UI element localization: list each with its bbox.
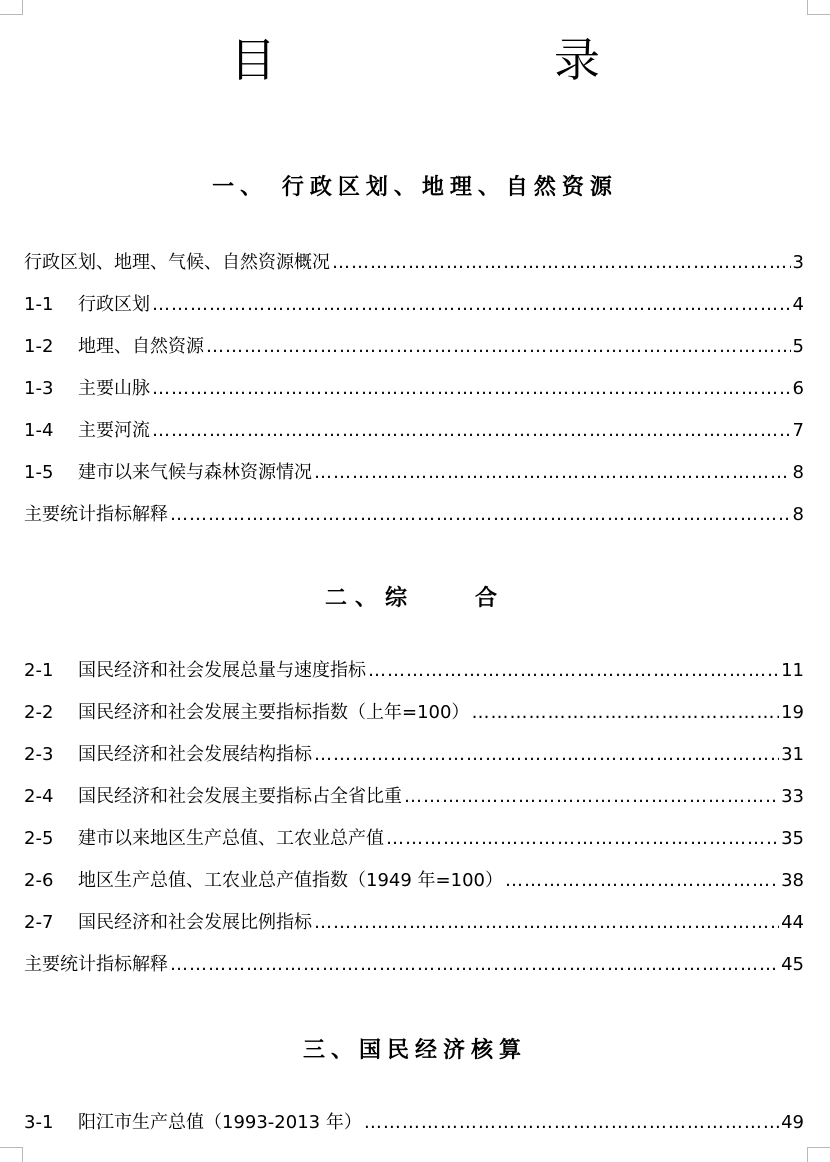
toc-entry[interactable] [24,910,804,952]
toc-entry-number: 3-1 [24,1112,54,1133]
crop-mark-top-right [807,0,830,15]
toc-entry-page: 3 [792,252,804,273]
toc-entry[interactable] [24,826,804,868]
toc-entry-page: 19 [781,702,804,723]
toc-leader-dots [505,868,779,894]
toc-entry-page: 35 [781,828,804,849]
toc-entry-label: 建市以来地区生产总值、工农业总产值 [78,828,384,849]
toc-leader-dots [364,1110,779,1136]
toc-entry-label: 地区生产总值、工农业总产值指数（1949 年=100） [78,870,503,891]
toc-leader-dots [206,334,791,360]
toc-entry[interactable] [24,334,804,376]
toc-entry-label: 阳江市生产总值（1993-2013 年） [78,1112,362,1133]
toc-entry-number: 2-7 [24,912,54,933]
toc-entry-number: 2-2 [24,702,54,723]
toc-entry-label: 主要统计指标解释 [24,954,168,975]
toc-entry-page: 7 [792,420,804,441]
toc-entry-label: 地理、自然资源 [78,336,204,357]
toc-list-section-1 [24,250,804,544]
toc-entry-label: 国民经济和社会发展主要指标占全省比重 [78,786,402,807]
toc-entry[interactable] [24,742,804,784]
toc-entry-number: 1-2 [24,336,54,357]
toc-entry-page: 44 [781,912,804,933]
toc-leader-dots [332,250,791,276]
toc-entry-page: 49 [781,1112,804,1133]
toc-list-section-3 [24,1110,804,1152]
toc-entry-number: 2-6 [24,870,54,891]
toc-entry-page: 8 [792,462,804,483]
toc-entry-label: 主要河流 [78,420,150,441]
crop-mark-bottom-right [807,1147,830,1162]
toc-entry[interactable] [24,952,804,994]
toc-entry-page: 11 [781,660,804,681]
toc-entry-page: 5 [792,336,804,357]
toc-leader-dots [314,460,791,486]
toc-leader-dots [314,910,779,936]
toc-entry-label: 行政区划、地理、气候、自然资源概况 [24,252,330,273]
crop-mark-top-left [0,0,23,15]
toc-entry[interactable] [24,1110,804,1152]
toc-leader-dots [368,658,779,684]
section-heading-1: 一、 行政区划、地理、自然资源 [212,174,618,200]
toc-entry-label: 国民经济和社会发展总量与速度指标 [78,660,366,681]
toc-entry-number: 2-5 [24,828,54,849]
toc-entry-number: 1-4 [24,420,54,441]
toc-entry-page: 6 [792,378,804,399]
toc-entry-label: 国民经济和社会发展结构指标 [78,744,312,765]
toc-entry-number: 2-4 [24,786,54,807]
toc-entry[interactable] [24,250,804,292]
toc-entry-page: 8 [792,504,804,525]
toc-entry-label: 国民经济和社会发展主要指标指数（上年=100） [78,702,470,723]
toc-entry-page: 31 [781,744,804,765]
toc-leader-dots [170,502,791,528]
toc-entry-number: 2-3 [24,744,54,765]
toc-leader-dots [314,742,779,768]
toc-entry[interactable] [24,460,804,502]
toc-entry-label: 行政区划 [78,294,150,315]
toc-leader-dots [386,826,779,852]
toc-entry-page: 45 [781,954,804,975]
toc-entry-number: 1-5 [24,462,54,483]
toc-entry[interactable] [24,700,804,742]
toc-leader-dots [152,418,791,444]
toc-entry[interactable] [24,658,804,700]
toc-leader-dots [404,784,779,810]
toc-leader-dots [152,292,791,318]
page-title: 目 录 [230,33,662,87]
toc-leader-dots [170,952,779,978]
toc-entry-label: 主要统计指标解释 [24,504,168,525]
toc-entry[interactable] [24,868,804,910]
toc-entry-page: 33 [781,786,804,807]
section-heading-2: 二、综 合 [324,585,505,611]
toc-leader-dots [152,376,791,402]
toc-entry-label: 建市以来气候与森林资源情况 [78,462,312,483]
toc-entry-page: 4 [792,294,804,315]
toc-entry-label: 主要山脉 [78,378,150,399]
toc-entry[interactable] [24,784,804,826]
toc-leader-dots [471,700,779,726]
toc-entry[interactable] [24,376,804,418]
toc-entry[interactable] [24,502,804,544]
toc-entry-number: 1-1 [24,294,54,315]
toc-entry[interactable] [24,418,804,460]
crop-mark-bottom-left [0,1147,23,1162]
toc-entry-number: 2-1 [24,660,54,681]
toc-entry-page: 38 [781,870,804,891]
section-heading-3: 三、国民经济核算 [302,1037,527,1063]
toc-entry-label: 国民经济和社会发展比例指标 [78,912,312,933]
toc-entry-number: 1-3 [24,378,54,399]
toc-list-section-2 [24,658,804,994]
toc-entry[interactable] [24,292,804,334]
